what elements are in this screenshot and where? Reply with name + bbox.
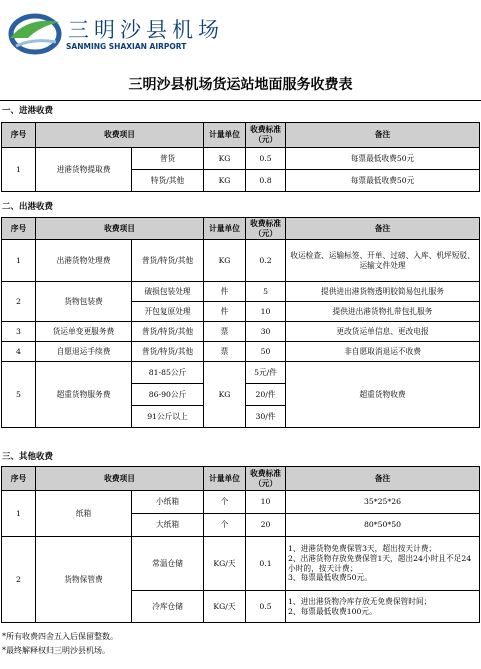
table-row: 91公斤以上 30/件 xyxy=(2,406,480,428)
footnote-interpretation: *最终解释权归三明沙县机场。 xyxy=(2,646,110,655)
table-row: 4 自愿退运手续费 普货/特货/其他 票 50 非自愿取消退运不收费 xyxy=(2,342,480,362)
header-remark: 备注 xyxy=(286,123,480,148)
section-title-inbound: 一、进港收费 xyxy=(2,106,54,116)
section-title-other: 三、其他收费 xyxy=(2,452,54,462)
header-item: 收费项目 xyxy=(36,123,204,148)
table-row: 2 货物包装费 破损包装处理 件 5 提供进出港货物透明胶简易包扎服务 xyxy=(2,282,480,302)
table-row: 1 纸箱 小纸箱 个 10 35*25*26 xyxy=(2,491,480,514)
table-header-row xyxy=(2,123,480,148)
header-unit: 计量单位 xyxy=(204,123,246,148)
page-title: 三明沙县机场货运站地面服务收费表 xyxy=(128,77,353,93)
logo-chinese-name: 三明沙县机场 xyxy=(68,18,224,42)
table-row: 86-90公斤 20/件 xyxy=(2,384,480,406)
table-row: 3 货运单变更服务费 普货/特货/其他 票 30 更改货运单信息、更改电报 xyxy=(2,322,480,342)
airport-emblem-icon xyxy=(6,8,64,56)
table-row: 特货/其他 KG 0.8 每票最低收费50元 xyxy=(2,170,480,192)
table-header-row: 序号 收费项目 计量单位 收费标准（元） 备注 xyxy=(2,467,480,491)
logo-english-name: SANMING SHAXIAN AIRPORT xyxy=(66,42,187,51)
airport-logo xyxy=(6,8,224,58)
table-row: 大纸箱 个 20 80*50*50 xyxy=(2,514,480,537)
table-row: 开包复原处理 件 10 提供进出港货物扎带包扎服务 xyxy=(2,302,480,322)
divider xyxy=(0,100,481,101)
header-standard: 收费标准（元） xyxy=(246,123,286,148)
table-row: 5 超重货物服务费 81-85公斤 KG 5元/件 超重货物收费 xyxy=(2,362,480,384)
table-header-row: 序号 收费项目 计量单位 收费标准（元） 备注 xyxy=(2,218,480,240)
table-row: 2 货物保管费 常温仓储 KG/天 0.1 1、进港货物免费保管3天，超出按天计费； 2、出港货物存放免费保管1天，超出24小时且不足24小时的，按天计费； 3、每票最低收费50元。 xyxy=(2,537,480,591)
table-row: 1 进港货物提取费 普货 KG 0.5 每票最低收费50元 xyxy=(2,148,480,170)
storage-remark: 1、进港货物免费保管3天，超出按天计费； 2、出港货物存放免费保管1天，超出24小时且不足24小时的，按天计费； 3、每票最低收费50元。 xyxy=(286,537,480,591)
header-no: 序号 xyxy=(2,123,36,148)
section-title-outbound: 二、出港收费 xyxy=(2,202,54,212)
table-row: 1 出港货物处理费 普货/特货/其他 KG 0.2 收运检查、运输标签、开单、过磅、入库、机坪短驳、运输文件处理 xyxy=(2,240,480,282)
other-fee-table xyxy=(1,466,480,623)
table-row: 冷库仓储 KG/天 0.5 1、进出港货物冷库存放无免费保管时间； 2、每票最低收费100元。 xyxy=(2,591,480,623)
footnote-rounding: *所有收费四舍五入后保留整数。 xyxy=(2,632,118,641)
outbound-fee-table xyxy=(1,217,480,428)
inbound-fee-table xyxy=(1,122,480,192)
cold-storage-remark: 1、进出港货物冷库存放无免费保管时间； 2、每票最低收费100元。 xyxy=(286,591,480,623)
